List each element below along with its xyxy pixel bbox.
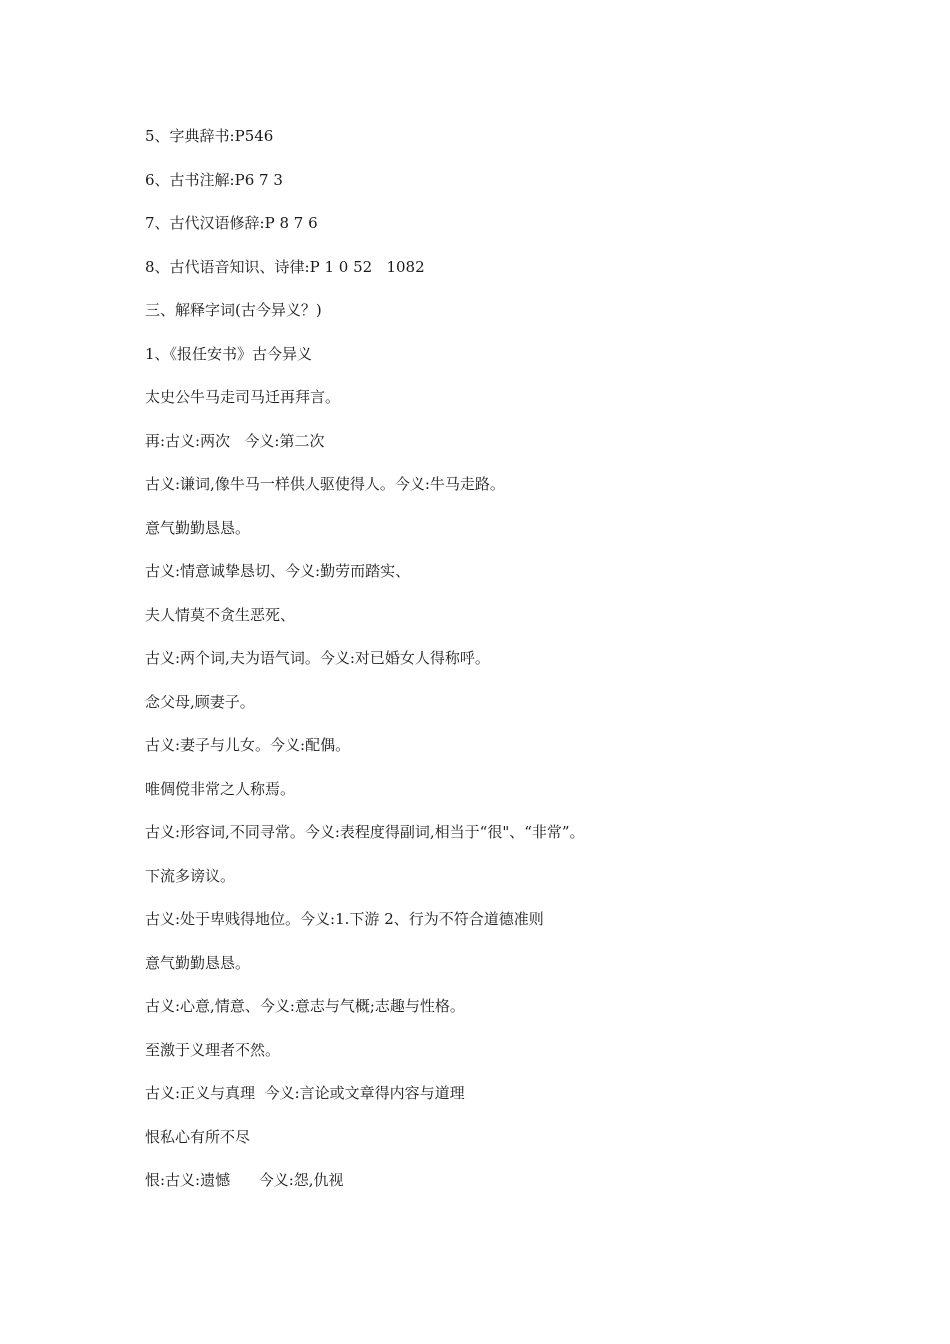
text-line: 5、字典辞书:P546 [145,127,274,145]
text-line: 古义:处于卑贱得地位。今义:1.下游 2、行为不符合道德准则 [145,910,544,928]
text-line: 6、古书注解:P6 7 3 [145,170,283,189]
text-line: 古义:情意诚挚恳切、今义:勤劳而踏实、 [145,562,411,580]
text-line: 8、古代语音知识、诗律:P 1 0 52 1082 [145,257,425,276]
text-line: 古义:妻子与儿女。今义:配偶。 [145,736,351,754]
text-line: 意气勤勤恳恳。 [145,953,251,972]
text-line: 古义:形容词,不同寻常。今义:表程度得副词,相当于“很"、“非常”。 [145,823,585,841]
text-line: 唯倜傥非常之人称焉。 [145,779,296,798]
text-line: 下流多谤议。 [145,866,236,885]
text-line: 至激于义理者不然。 [145,1040,281,1059]
text-line: 意气勤勤恳恳。 [145,518,251,537]
text-line: 古义:两个词,夫为语气词。今义:对已婚女人得称呼。 [145,649,490,667]
text-line: 恨:古义:遗憾 今义:怨,仇视 [145,1171,344,1189]
text-line: 再:古义:两次 今义:第二次 [145,431,325,450]
text-line: 念父母,顾妻子。 [145,692,255,711]
text-line: 7、古代汉语修辞:P 8 7 6 [145,214,318,232]
text-line: 恨私心有所不尽 [145,1127,251,1146]
text-line: 夫人情莫不贪生恶死、 [145,605,296,624]
text-line: 古义:心意,情意、今义:意志与气概;志趣与性格。 [145,997,465,1015]
text-line: 太史公牛马走司马迁再拜言。 [145,388,341,406]
section-heading: 三、解释字词(古今异义？) [145,301,322,319]
subsection-heading: 1、《报任安书》古今异义 [145,344,313,363]
text-line: 古义:正义与真理 今义:言论或文章得内容与道理 [145,1084,465,1102]
document-body [145,124,845,1212]
text-line: 古义:谦词,像牛马一样供人驱使得人。今义:牛马走路。 [145,475,505,493]
